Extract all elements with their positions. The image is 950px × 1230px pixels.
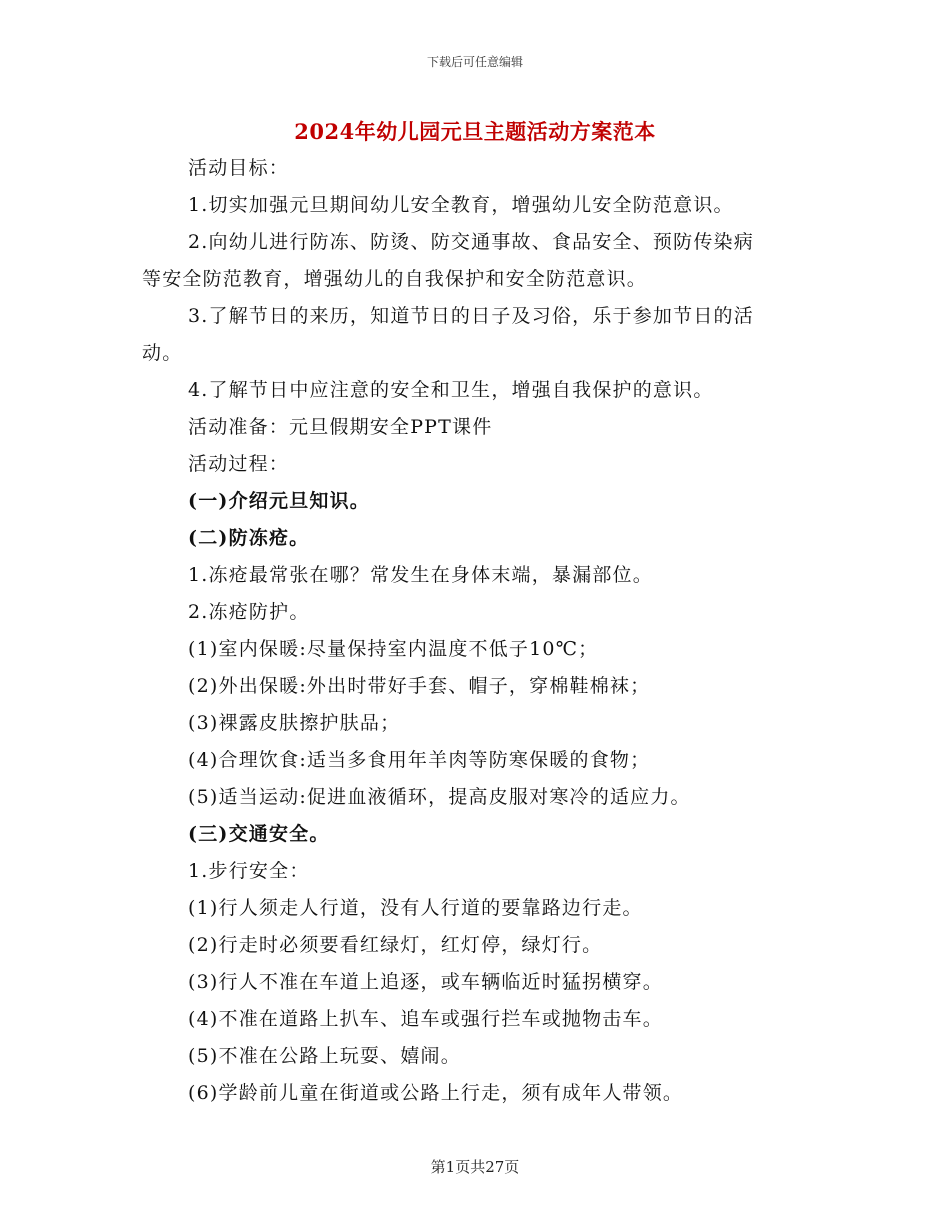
paragraph-line: 动。 <box>142 342 183 364</box>
document-title: 2024年幼儿园元旦主题活动方案范本 <box>294 119 656 144</box>
paragraph-line: 活动准备：元旦假期安全PPT课件 <box>188 416 493 438</box>
paragraph-line: 2.冻疮防护。 <box>188 601 310 623</box>
section-heading: (一)介绍元旦知识。 <box>188 490 370 512</box>
paragraph-line: 活动过程： <box>188 453 290 475</box>
paragraph-line: (4)合理饮食:适当多食用年羊肉等防寒保暖的食物； <box>188 749 651 771</box>
paragraph-line: 1.切实加强元旦期间幼儿安全教育，增强幼儿安全防范意识。 <box>188 194 734 216</box>
paragraph-line: 活动目标： <box>188 157 290 179</box>
header-note: 下载后可任意编辑 <box>426 55 523 69</box>
paragraph-line: 等安全防范教育，增强幼儿的自我保护和安全防范意识。 <box>142 268 648 290</box>
paragraph-line: 2.向幼儿进行防冻、防烫、防交通事故、食品安全、预防传染病 <box>188 231 754 253</box>
paragraph-line: (4)不准在道路上扒车、追车或强行拦车或抛物击车。 <box>188 1008 663 1030</box>
paragraph-line: 4.了解节日中应注意的安全和卫生，增强自我保护的意识。 <box>188 379 714 401</box>
paragraph-line: (1)行人须走人行道，没有人行道的要靠路边行走。 <box>188 897 643 919</box>
section-heading: (三)交通安全。 <box>188 823 330 845</box>
paragraph-line: 3.了解节日的来历，知道节日的日子及习俗，乐于参加节日的活 <box>188 305 754 327</box>
paragraph-line: (6)学龄前儿童在街道或公路上行走，须有成年人带领。 <box>188 1082 684 1104</box>
paragraph-line: (2)行走时必须要看红绿灯，红灯停，绿灯行。 <box>188 934 603 956</box>
paragraph-line: 1.步行安全： <box>188 860 310 882</box>
paragraph-line: (5)适当运动:促进血液循环，提高皮服对寒冷的适应力。 <box>188 786 691 808</box>
document-body <box>142 150 806 1112</box>
paragraph-line: (1)室内保暖:尽量保持室内温度不低子10℃； <box>188 638 599 660</box>
paragraph-line: (3)行人不准在车道上追逐，或车辆临近时猛拐横穿。 <box>188 971 663 993</box>
paragraph-line: (5)不准在公路上玩耍、嬉闹。 <box>188 1045 461 1067</box>
page-number: 第1页共27页 <box>430 1158 520 1176</box>
paragraph-line: (3)裸露皮肤擦护肤品； <box>188 712 401 734</box>
paragraph-line: (2)外出保暖:外出时带好手套、帽子，穿棉鞋棉袜； <box>188 675 651 697</box>
section-heading: (二)防冻疮。 <box>188 527 310 549</box>
paragraph-line: 1.冻疮最常张在哪？常发生在身体末端，暴漏部位。 <box>188 564 653 586</box>
